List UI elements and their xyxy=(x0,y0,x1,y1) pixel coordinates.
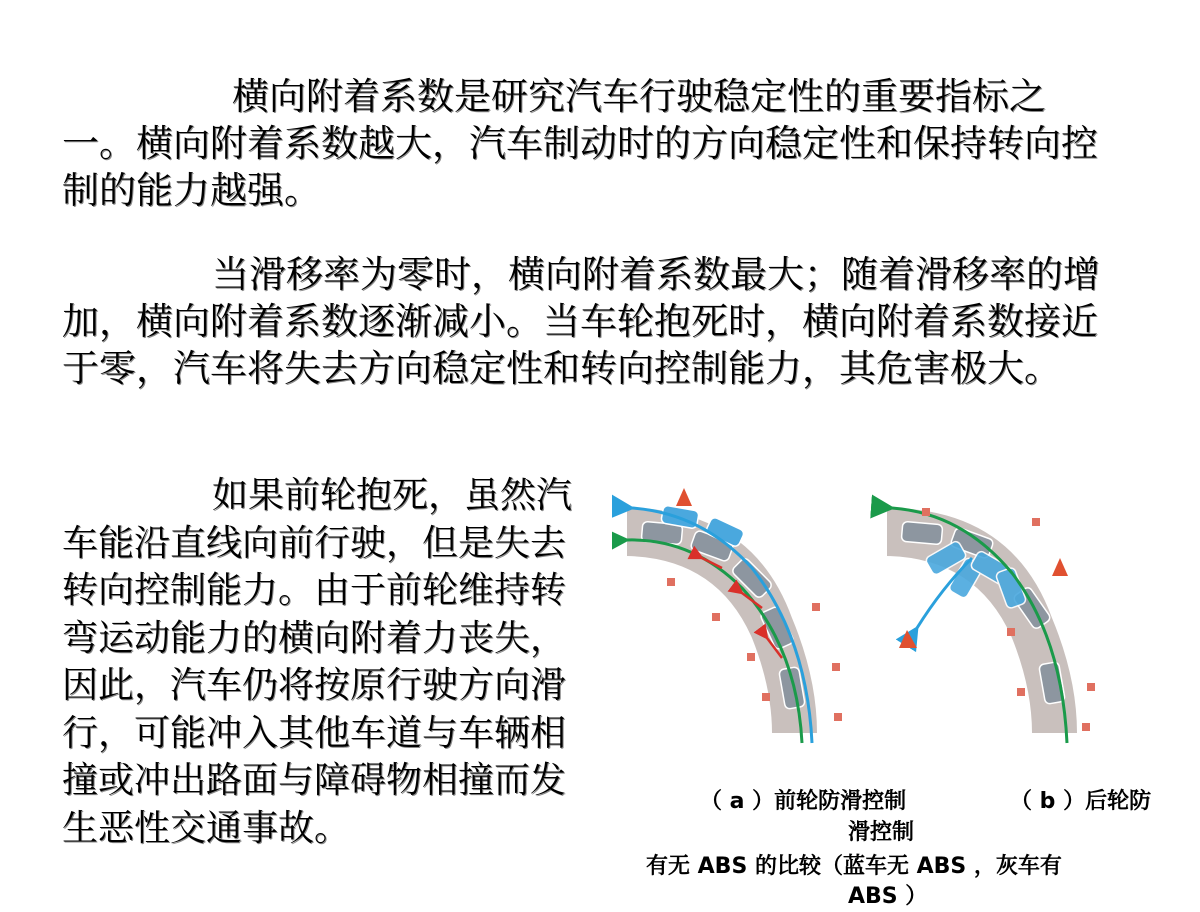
caption-abs-comparison-continued xyxy=(848,882,927,912)
caption-abs-comparison xyxy=(646,852,1062,882)
paragraph-front-wheel-lock: 如果前轮抱死，虽然汽车能沿直线向前行驶，但是失去转向控制能力。由于前轮维持转弯运动能力的横向附着力丧失，因此，汽车仍将按原行驶方向滑行，可能冲入其他车道与车辆相撞或冲出路面与障碍物相撞而发生恶性交通事故。 xyxy=(62,475,573,849)
panel-a-front-wheel-control xyxy=(627,488,842,743)
caption-a-text: （ a ）前轮防滑控制 xyxy=(700,789,907,814)
caption-panel-b-continued xyxy=(848,818,914,848)
caption-c-text: 有无 ABS 的比较（蓝车无 ABS ，灰车有 xyxy=(646,854,1062,879)
caption-c2-text: ABS ） xyxy=(848,884,928,909)
abs-comparison-figure xyxy=(612,478,1102,758)
caption-panel-a xyxy=(700,787,906,817)
panel-b-rear-wheel-control xyxy=(887,508,1095,743)
caption-b-text: （ b ）后轮防 xyxy=(1010,789,1152,814)
caption-b2-text: 滑控制 xyxy=(848,820,915,845)
paragraph-slip-ratio: 当滑移率为零时，横向附着系数最大；随着滑移率的增加，横向附着系数逐渐减小。当车轮抱死时，横向附着系数接近于零，汽车将失去方向稳定性和转向控制能力，其危害极大。 xyxy=(62,253,1100,390)
paragraph-lateral-adhesion: 横向附着系数是研究汽车行驶稳定性的重要指标之一。横向附着系数越大，汽车制动时的方向稳定性和保持转向控制的能力越强。 xyxy=(62,75,1098,212)
caption-panel-b xyxy=(1010,787,1151,817)
